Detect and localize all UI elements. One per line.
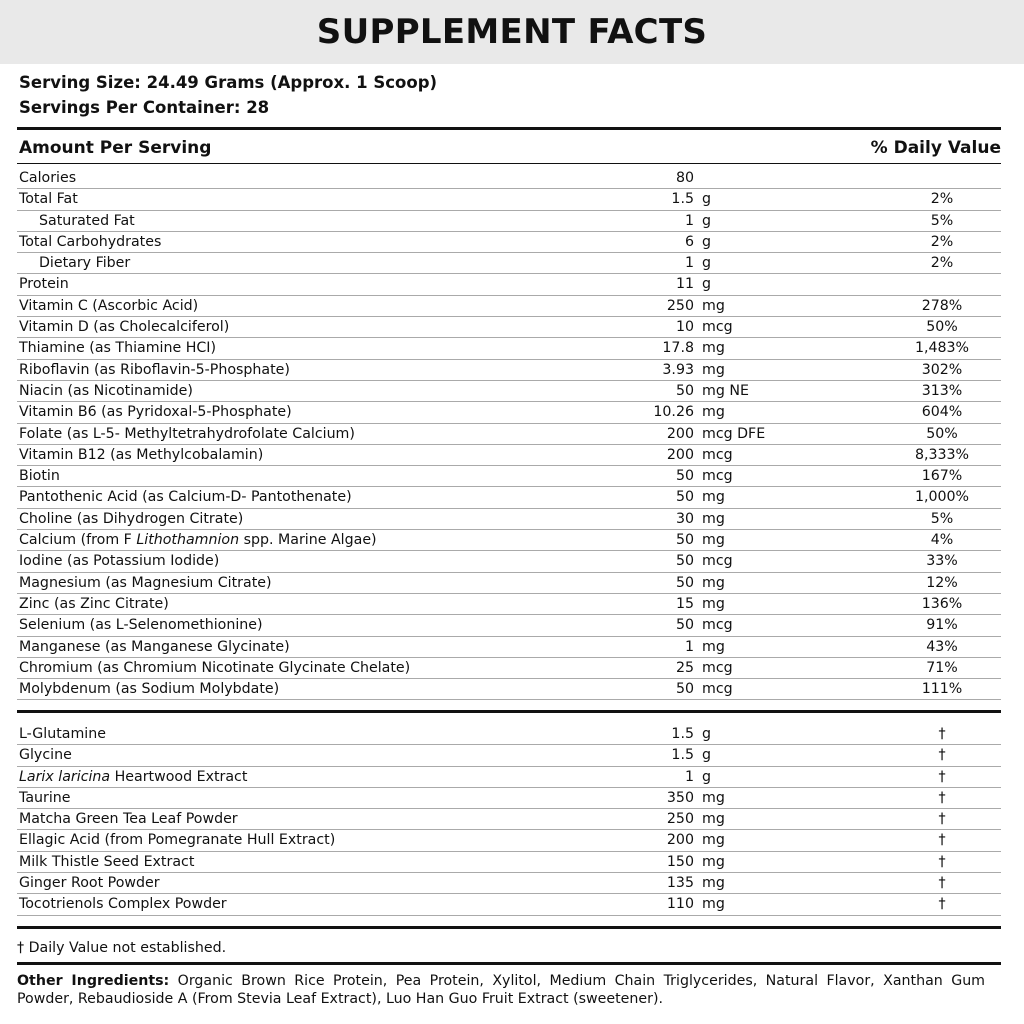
- ingredient-name: Chromium (as Chromium Nicotinate Glycinate Chelate): [19, 659, 411, 676]
- ingredient-unit: mg: [702, 361, 725, 378]
- ingredient-amount: 10.26: [653, 404, 694, 421]
- header-bar: [0, 0, 1024, 64]
- ingredient-amount: 50: [675, 468, 694, 485]
- ingredient-amount: 135: [666, 875, 694, 892]
- table-row: [17, 873, 1001, 894]
- serving-size: Serving Size: 24.49 Grams (Approx. 1 Scoop): [19, 73, 438, 92]
- ingredient-daily-value: 2%: [930, 233, 954, 250]
- ingredient-amount: 11: [675, 276, 694, 293]
- ingredient-daily-value: 5%: [930, 510, 954, 527]
- ingredient-name: Magnesium (as Magnesium Citrate): [19, 574, 272, 591]
- ingredient-amount: 1: [684, 255, 694, 272]
- ingredient-name-part: Heartwood Extract: [110, 768, 248, 785]
- table-row: [17, 573, 1001, 594]
- ingredient-amount: 50: [675, 617, 694, 634]
- ingredient-name: Vitamin B6 (as Pyridoxal-5-Phosphate): [19, 404, 292, 421]
- ingredient-unit: mcg: [702, 659, 733, 676]
- table-row: [17, 317, 1001, 338]
- ingredient-name: Ginger Root Powder: [19, 875, 160, 892]
- ingredient-daily-value: 71%: [926, 659, 958, 676]
- ingredient-amount: 50: [675, 532, 694, 549]
- ingredient-unit: g: [702, 255, 712, 272]
- table-row: [17, 658, 1001, 679]
- ingredient-amount: 350: [666, 789, 694, 806]
- ingredient-name: Iodine (as Potassium Iodide): [19, 553, 220, 570]
- ingredient-name: Total Fat: [19, 191, 78, 208]
- ingredient-name: Dietary Fiber: [39, 255, 131, 272]
- table-row: [17, 424, 1001, 445]
- ingredient-name: Total Carbohydrates: [19, 233, 162, 250]
- ingredient-unit: mcg: [702, 468, 733, 485]
- ingredient-daily-value: †: [938, 747, 946, 764]
- amount-header-row: [19, 135, 1001, 161]
- ingredient-unit: g: [702, 747, 712, 764]
- table-row: [17, 296, 1001, 317]
- other-ingredients: [17, 972, 985, 1008]
- ingredient-name: Vitamin C (Ascorbic Acid): [19, 297, 199, 314]
- table-row: [17, 360, 1001, 381]
- ingredient-daily-value: 313%: [921, 382, 963, 399]
- table-row: [17, 788, 1001, 809]
- table-row: [17, 594, 1001, 615]
- other-actives-table: [17, 724, 1001, 916]
- ingredient-unit: mcg: [702, 446, 733, 463]
- ingredient-unit: g: [702, 726, 712, 742]
- ingredient-amount: 80: [675, 170, 694, 186]
- ingredient-daily-value: 278%: [921, 297, 963, 314]
- table-row: [17, 767, 1001, 788]
- table-row: [17, 852, 1001, 873]
- table-row: [17, 637, 1001, 658]
- ingredient-name: Vitamin D (as Cholecalciferol): [19, 319, 230, 336]
- ingredient-daily-value: 5%: [930, 212, 954, 229]
- ingredient-daily-value: 50%: [926, 425, 958, 442]
- ingredient-unit: mcg DFE: [702, 425, 766, 442]
- divider-header: [17, 163, 1001, 164]
- ingredient-name-part: Calcium (from F: [19, 532, 137, 549]
- table-row: [17, 724, 1001, 745]
- ingredient-unit: mg: [702, 832, 725, 849]
- ingredient-amount: 15: [675, 595, 694, 612]
- ingredient-unit: g: [702, 212, 712, 229]
- ingredient-daily-value: †: [938, 832, 946, 849]
- table-row: [17, 338, 1001, 359]
- table-row: [17, 466, 1001, 487]
- ingredient-amount: 150: [666, 853, 694, 870]
- ingredient-name: Saturated Fat: [39, 212, 135, 229]
- ingredient-amount: 25: [675, 659, 694, 676]
- ingredient-name: Zinc (as Zinc Citrate): [19, 595, 169, 612]
- table-row: [17, 253, 1001, 274]
- ingredient-amount: 10: [675, 319, 694, 336]
- ingredient-daily-value: †: [938, 811, 946, 828]
- footnote: † Daily Value not established.: [17, 940, 227, 956]
- ingredient-amount: 250: [666, 811, 694, 828]
- ingredient-daily-value: 136%: [921, 595, 963, 612]
- ingredient-name: Taurine: [19, 789, 71, 806]
- ingredient-unit: mg: [702, 789, 725, 806]
- divider-top: [17, 127, 1001, 130]
- table-row: [17, 530, 1001, 551]
- ingredient-name: Tocotrienols Complex Powder: [19, 896, 227, 913]
- ingredient-daily-value: 2%: [930, 191, 954, 208]
- ingredient-name: Folate (as L-5- Methyltetrahydrofolate Calcium): [19, 425, 355, 442]
- page-title: SUPPLEMENT FACTS: [316, 12, 708, 52]
- ingredient-daily-value: 50%: [926, 319, 958, 336]
- ingredient-daily-value: 33%: [926, 553, 958, 570]
- table-row: [17, 445, 1001, 466]
- ingredient-unit: g: [702, 276, 712, 293]
- ingredient-unit: mcg: [702, 319, 733, 336]
- daily-value-label: % Daily Value: [870, 138, 1001, 158]
- ingredient-daily-value: †: [938, 768, 946, 785]
- table-row: [17, 830, 1001, 851]
- ingredient-name: Vitamin B12 (as Methylcobalamin): [19, 446, 264, 463]
- ingredient-daily-value: †: [938, 896, 946, 913]
- ingredient-daily-value: 302%: [921, 361, 963, 378]
- ingredient-unit: g: [702, 768, 712, 785]
- divider-middle: [17, 710, 1001, 713]
- ingredient-daily-value: 91%: [926, 617, 958, 634]
- ingredient-name: Ellagic Acid (from Pomegranate Hull Extract): [19, 832, 336, 849]
- table-row: [17, 274, 1001, 295]
- table-row: [17, 615, 1001, 636]
- ingredient-amount: 6: [684, 233, 694, 250]
- ingredient-amount: 50: [675, 382, 694, 399]
- table-row: [17, 402, 1001, 423]
- ingredient-name: Matcha Green Tea Leaf Powder: [19, 811, 238, 828]
- ingredient-name: Biotin: [19, 468, 60, 485]
- table-row: [17, 509, 1001, 530]
- ingredient-name: Niacin (as Nicotinamide): [19, 382, 193, 399]
- ingredient-name: [19, 530, 377, 550]
- ingredient-unit: mcg: [702, 617, 733, 634]
- ingredient-amount: 200: [666, 425, 694, 442]
- table-row: [17, 894, 1001, 915]
- ingredient-unit: mg: [702, 875, 725, 892]
- ingredient-unit: mg: [702, 595, 725, 612]
- ingredient-amount: 200: [666, 446, 694, 463]
- ingredient-unit: mg: [702, 340, 725, 357]
- ingredient-name: [19, 767, 247, 787]
- ingredient-name: L-Glutamine: [19, 726, 106, 742]
- ingredient-amount: 1: [684, 768, 694, 785]
- ingredient-name: Thiamine (as Thiamine HCI): [19, 340, 216, 357]
- ingredient-amount: 1.5: [671, 747, 694, 764]
- ingredient-unit: g: [702, 191, 712, 208]
- ingredient-amount: 250: [666, 297, 694, 314]
- ingredient-daily-value: 1,483%: [914, 340, 970, 357]
- ingredient-unit: mg: [702, 510, 725, 527]
- nutrient-table: [17, 168, 1001, 700]
- ingredient-daily-value: 1,000%: [914, 489, 970, 506]
- ingredient-name: Riboflavin (as Riboflavin-5-Phosphate): [19, 361, 290, 378]
- servings-per-container: Servings Per Container: 28: [19, 98, 270, 117]
- ingredient-daily-value: 111%: [921, 681, 963, 698]
- ingredient-amount: 1.5: [671, 191, 694, 208]
- ingredient-unit: mg: [702, 297, 725, 314]
- ingredient-unit: mg: [702, 811, 725, 828]
- table-row: [17, 679, 1001, 700]
- ingredient-daily-value: 167%: [921, 468, 963, 485]
- ingredient-daily-value: 12%: [926, 574, 958, 591]
- amount-per-serving-label: Amount Per Serving: [19, 138, 212, 158]
- ingredient-daily-value: 2%: [930, 255, 954, 272]
- table-row: [17, 168, 1001, 189]
- ingredient-name: Pantothenic Acid (as Calcium-D- Pantothenate): [19, 489, 352, 506]
- table-row: [17, 487, 1001, 508]
- ingredient-unit: mg: [702, 896, 725, 913]
- ingredient-amount: 1: [684, 638, 694, 655]
- ingredient-daily-value: †: [938, 875, 946, 892]
- table-row: [17, 381, 1001, 402]
- ingredient-name: Manganese (as Manganese Glycinate): [19, 638, 290, 655]
- ingredient-daily-value: †: [938, 726, 946, 742]
- ingredient-unit: mcg: [702, 681, 733, 698]
- ingredient-unit: mg: [702, 489, 725, 506]
- ingredient-daily-value: 604%: [921, 404, 963, 421]
- table-row: [17, 189, 1001, 210]
- ingredient-unit: mg: [702, 574, 725, 591]
- ingredient-unit: mg: [702, 638, 725, 655]
- ingredient-name: Choline (as Dihydrogen Citrate): [19, 510, 244, 527]
- ingredient-amount: 17.8: [662, 340, 694, 357]
- ingredient-daily-value: 43%: [926, 638, 958, 655]
- table-row: [17, 211, 1001, 232]
- ingredient-name-part: spp. Marine Algae): [239, 532, 377, 549]
- ingredient-amount: 30: [675, 510, 694, 527]
- ingredient-amount: 110: [666, 896, 694, 913]
- ingredient-daily-value: †: [938, 853, 946, 870]
- ingredient-amount: 50: [675, 681, 694, 698]
- ingredient-name: Glycine: [19, 747, 72, 764]
- ingredient-amount: 1: [684, 212, 694, 229]
- ingredient-amount: 3.93: [662, 361, 694, 378]
- ingredient-name-italic: Lithothamnion: [136, 532, 240, 549]
- table-row: [17, 232, 1001, 253]
- ingredient-name: Milk Thistle Seed Extract: [19, 853, 195, 870]
- ingredient-unit: mg: [702, 404, 725, 421]
- ingredient-name: Protein: [19, 276, 69, 293]
- ingredient-amount: 50: [675, 489, 694, 506]
- ingredient-name: Molybdenum (as Sodium Molybdate): [19, 681, 280, 698]
- table-row: [17, 745, 1001, 766]
- ingredient-amount: 50: [675, 574, 694, 591]
- ingredient-daily-value: 4%: [930, 532, 954, 549]
- ingredient-unit: mg NE: [702, 382, 749, 399]
- ingredient-amount: 1.5: [671, 726, 694, 742]
- ingredient-unit: mg: [702, 853, 725, 870]
- ingredient-unit: mg: [702, 532, 725, 549]
- ingredient-amount: 200: [666, 832, 694, 849]
- ingredient-name-italic: Larix laricina: [19, 768, 111, 785]
- ingredient-unit: g: [702, 233, 712, 250]
- ingredient-name: Selenium (as L-Selenomethionine): [19, 617, 263, 634]
- ingredient-name: Calories: [19, 170, 77, 186]
- serving-info: [19, 70, 437, 120]
- other-ingredients-label: Other Ingredients:: [17, 973, 170, 989]
- divider-bottom: [17, 926, 1001, 929]
- divider-footnote: [17, 962, 1001, 965]
- other-ingredients-text: Organic Brown Rice Protein, Pea Protein, Xylitol, Medium Chain Triglycerides, Natural Flavor, Xanthan Gum Powder, Rebaudioside A (From Stevia Leaf Extract), Luo Han Guo Fruit Extract (sweetener).: [17, 973, 986, 1007]
- ingredient-daily-value: 8,333%: [914, 446, 970, 463]
- table-row: [17, 551, 1001, 572]
- ingredient-daily-value: †: [938, 789, 946, 806]
- ingredient-unit: mcg: [702, 553, 733, 570]
- ingredient-amount: 50: [675, 553, 694, 570]
- table-row: [17, 809, 1001, 830]
